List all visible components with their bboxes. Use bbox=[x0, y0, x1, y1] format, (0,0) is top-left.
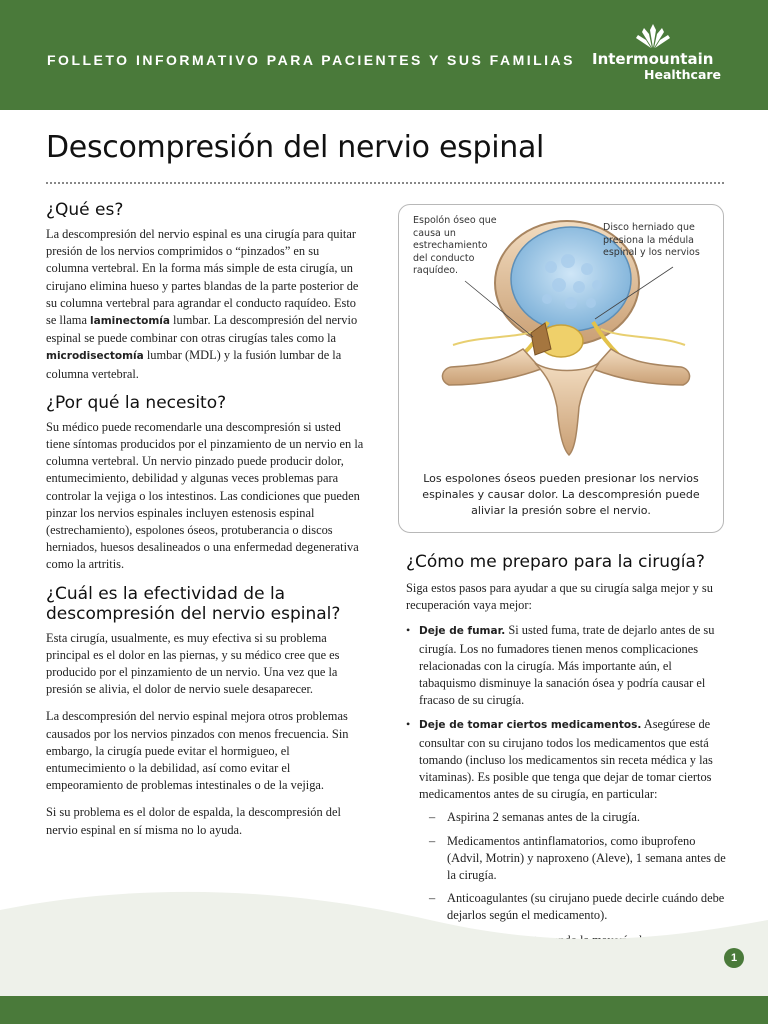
header-tagline: FOLLETO INFORMATIVO PARA PACIENTES Y SUS FAMILIAS bbox=[47, 52, 576, 68]
intermountain-logo bbox=[592, 24, 732, 94]
term-laminectomia: laminectomía bbox=[90, 315, 170, 328]
heading-preparo: ¿Cómo me preparo para la cirugía? bbox=[406, 552, 705, 572]
spine-illustration-box bbox=[398, 204, 724, 533]
text-run: lumbar (MDL) y la fusión lumbar de la columna vertebral. bbox=[46, 348, 342, 381]
heading-efectividad: ¿Cuál es la efectividad de la descompresión del nervio espinal? bbox=[46, 583, 341, 624]
figure-caption: Los espolones óseos pueden presionar los nervios espinales y causar dolor. La descompresión puede aliviar la presión sobre el nervio. bbox=[422, 472, 700, 517]
paragraph-efectividad-2: La descompresión del nervio espinal mejora otros problemas causados por los nervios pinzados con menos frecuencia. Sin embargo, la cirugía puede evitar el hormigueo, el entumecimiento o la debilidad, así como evitar el empeoramiento de problemas intestinales o de la vejiga. bbox=[46, 709, 349, 793]
list-item: – Anticoagulantes (su cirujano puede decirle cuándo debe dejarlos según el medicamento). bbox=[419, 890, 726, 924]
dotted-divider bbox=[46, 182, 724, 184]
paragraph-que-es bbox=[46, 226, 364, 383]
heading-por-que: ¿Por qué la necesito? bbox=[46, 392, 227, 413]
text-run: lumbar. La descompresión del nervio espinal se puede combinar con otras cirugías tales como la bbox=[46, 313, 358, 346]
term-microdisectomia: microdisectomía bbox=[46, 350, 144, 363]
paragraph-efectividad-3: Si su problema es el dolor de espalda, la descompresión del nervio espinal en sí misma no lo ayuda. bbox=[46, 805, 341, 837]
decorative-wave bbox=[0, 880, 768, 996]
text-run: La descompresión del nervio espinal es una cirugía para quitar presión de los nervios comprimidos o “pinzados” en su columna vertebral. En la forma más simple de esta cirugía, un cirujano elimina hueso y partes blandas de la parte posterior de su columna vertebral para agrandar el conducto raquídeo. Esto se llama bbox=[46, 227, 359, 328]
heading-que-es: ¿Qué es? bbox=[46, 200, 124, 220]
page-number-badge: 1 bbox=[724, 948, 744, 968]
leaf-logo-icon bbox=[636, 24, 670, 50]
list-item: – Aspirina 2 semanas antes de la cirugía. bbox=[419, 809, 726, 826]
bullet-text: Si usted fuma, trate de dejarlo antes de su cirugía. Los no fumadores tienen menos complicaciones relacionadas con la cirugía. Más importante aún, el tabaquismo disminuye la sanación ósea y podría causar el fracaso de su cirugía. bbox=[419, 623, 715, 708]
header-bar bbox=[0, 0, 768, 110]
logo-name: Intermountain bbox=[592, 50, 714, 68]
bullet-text: Asegúrese de consultar con su cirujano todos los medicamentos que está tomando (incluso los medicamentos sin receta médica y las vitaminas). Es posible que tenga que dejar de tomar ciertos medicamentos antes de su cirugía, en particular: bbox=[419, 717, 713, 802]
list-item bbox=[406, 622, 726, 709]
label-herniated-disc: Disco herniado que presiona la médula espinal y los nervios bbox=[603, 222, 700, 258]
bullet-title: Deje de tomar ciertos medicamentos. bbox=[419, 719, 642, 732]
paragraph-preparo-intro: Siga estos pasos para ayudar a que su cirugía salga mejor y su recuperación vaya mejor: bbox=[406, 581, 713, 613]
logo-subname: Healthcare bbox=[644, 67, 722, 82]
bullet-title: Deje de fumar. bbox=[419, 625, 506, 638]
list-item: – Medicamentos antinflamatorios, como ibuprofeno (Advil, Motrin) y naproxeno (Aleve), 1 semana antes de la cirugía. bbox=[419, 833, 726, 885]
footer-bar bbox=[0, 996, 768, 1024]
left-column bbox=[46, 200, 364, 849]
paragraph-por-que: Su médico puede recomendarle una descompresión si usted tiene síntomas producidos por el pinzamiento de un nervio en la columna vertebral. Un nervio pinzado puede producir dolor, entumecimiento, debilidad y algunas veces problemas para controlar la vejiga o los intestinos. Las condiciones que pueden pinzar los nervios espinales incluyen estenosis espinal (estrechamiento), espolones óseos, protuberancia o discos herniados, huesos desalineados o una enfermedad degenerativa como la artritis. bbox=[46, 419, 364, 572]
paragraph-efectividad-1: Esta cirugía, usualmente, es muy efectiva si su problema principal es el dolor en las piernas, y su médico cree que es producido por el pinzamiento de un nervio. Una vez que la presión se alivia, el dolor de nervio suele desaparecer. bbox=[46, 630, 340, 697]
label-bone-spur: Espolón óseo que causa un estrechamiento del conducto raquídeo. bbox=[413, 215, 497, 276]
page-title: Descompresión del nervio espinal bbox=[46, 130, 545, 165]
